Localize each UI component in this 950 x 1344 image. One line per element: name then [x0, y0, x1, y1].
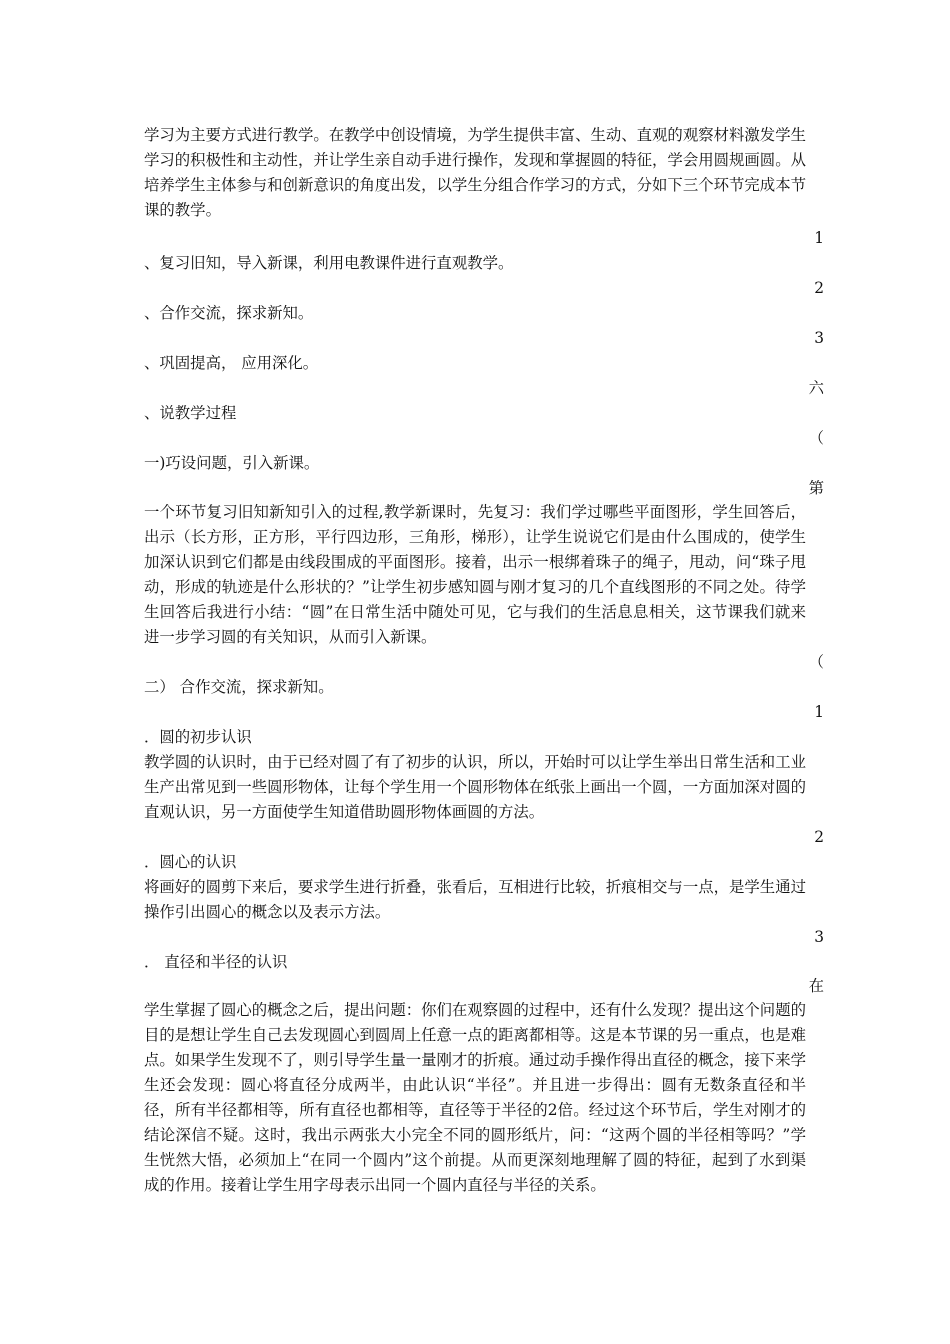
paragraph-circle-initial: 教学圆的认识时，由于已经对圆了有了初步的认识，所以，开始时可以让学生举出日常生活和工业生产出常见到一些圆形物体，让每个学生用一个圆形物体在纸张上画出一个圆，一方面加深对圆的直观认识，另一方面使学生知道借助圆形物体画圆的方法。 [144, 753, 806, 821]
paragraph-teaching-method: 学习为主要方式进行教学。在教学中创设情境，为学生提供丰富、生动、直观的观察材料激发学生学习的积极性和主动性，并让学生亲自动手进行操作，发现和掌握圆的特征，学会用圆规画圆。从培养学生主体参与和创新意识的角度出发，以学生分组合作学习的方式，分如下三个环节完成本节课的教学。 [144, 126, 806, 219]
margin-number-2b: 2 [814, 828, 824, 846]
paragraph-center: 将画好的圆剪下来后，要求学生进行折叠，张看后，互相进行比较，折痕相交与一点，是学生通过操作引出圆心的概念以及表示方法。 [144, 878, 806, 921]
margin-number-2: 2 [814, 279, 824, 297]
margin-number-1: 1 [814, 229, 824, 247]
margin-paren-1: （ [808, 429, 824, 447]
margin-paren-2: （ [808, 653, 824, 671]
step-consolidate-apply: 、巩固提高， 应用深化。 [144, 354, 319, 372]
step-cooperative-exchange: 、合作交流，探求新知。 [144, 304, 314, 322]
paragraph-first-stage: 一个环节复习旧知新知引入的过程,教学新课时，先复习：我们学过哪些平面图形，学生回答后，出示（长方形，正方形，平行四边形，三角形，梯形），让学生说说它们是由什么围成的，使学生加深认识到它们都是由线段围成的平面图形。接着，出示一根绑着珠子的绳子，甩动，问“珠子甩动，形成的轨迹是什么形状的？”让学生初步感知圆与刚才复习的几个直线图形的不同之处。待学生回答后我进行小结：“圆”在日常生活中随处可见，它与我们的生活息息相关，这节课我们就来进一步学习圆的有关知识，从而引入新课。 [144, 503, 806, 646]
margin-number-1b: 1 [814, 703, 824, 721]
item-circle-initial-understanding: ．圆的初步认识 [144, 728, 252, 746]
paragraph-diameter-radius: 学生掌握了圆心的概念之后，提出问题：你们在观察圆的过程中，还有什么发现？提出这个问题的目的是想让学生自己去发现圆心到圆周上任意一点的距离都相等。这是本节课的另一重点，也是难点。如果学生发现不了，则引导学生量一量刚才的折痕。通过动手操作得出直径的概念，接下来学生还会发现：圆心将直径分成两半，由此认识“半径”。并且进一步得出：圆有无数条直径和半径，所有半径都相等，所有直径也都相等，直径等于半径的2倍。经过这个环节后，学生对刚才的结论深信不疑。这时，我出示两张大小完全不同的圆形纸片，问：“这两个圆的半径相等吗？”学生恍然大悟，必须加上“在同一个圆内”这个前提。从而更深刻地理解了圆的特征，起到了水到渠成的作用。接着让学生用字母表示出同一个圆内直径与半径的关系。 [144, 1001, 806, 1194]
step-review-old-knowledge: 、复习旧知，导入新课，利用电教课件进行直观教学。 [144, 254, 514, 272]
item-center-understanding: ．圆心的认识 [144, 853, 237, 871]
item-diameter-radius: ． 直径和半径的认识 [144, 953, 288, 971]
margin-number-3: 3 [814, 329, 824, 347]
margin-char-di: 第 [808, 479, 824, 497]
margin-section-six: 六 [808, 379, 824, 397]
section-heading-teaching-process: 、说教学过程 [144, 404, 237, 422]
margin-char-zai: 在 [808, 977, 824, 995]
margin-number-3b: 3 [814, 928, 824, 946]
subheading-introduce-lesson: 一)巧设问题，引入新课。 [144, 454, 320, 472]
subheading-cooperative-exchange: 二） 合作交流，探求新知。 [144, 678, 334, 696]
